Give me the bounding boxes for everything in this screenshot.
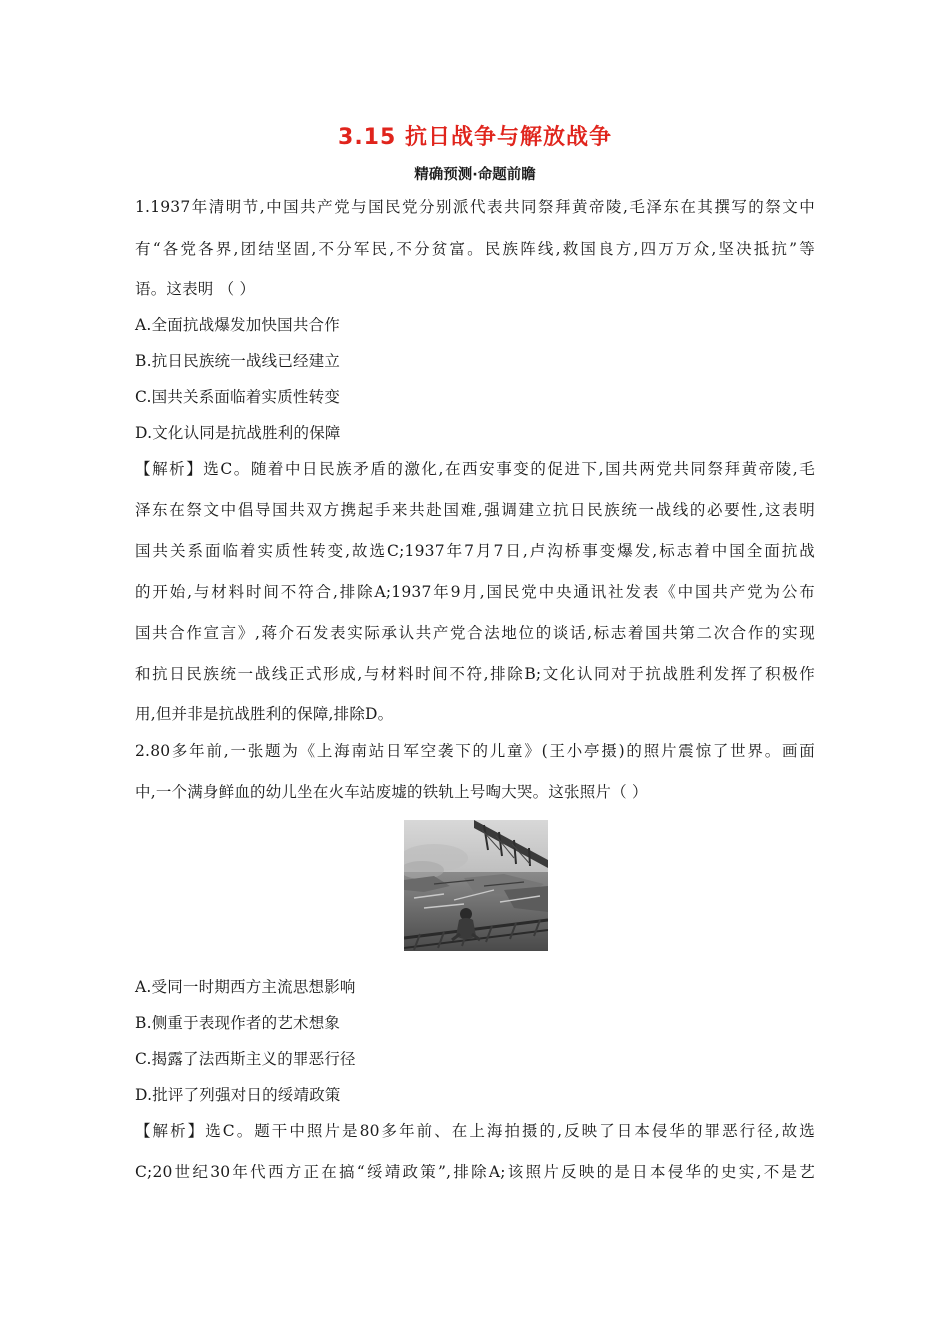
q1-stem-line-1: 1.1937年清明节,中国共产党与国民党分别派代表共同祭拜黄帝陵,毛泽东在其撰写的祭文中 [135,198,815,216]
page-subtitle: 精确预测·命题前瞻 [414,167,536,183]
bombing-photo [404,820,548,951]
q1-analysis-line-2: 泽东在祭文中倡导国共双方携起手来共赴国难,强调建立抗日民族统一战线的必要性,这表明 [135,501,815,519]
q1-option-d: D.文化认同是抗战胜利的保障 [135,424,341,442]
q1-analysis-line-4: 的开始,与材料时间不符合,排除A;1937年9月,国民党中央通讯社发表《中国共产党为公布 [135,583,815,601]
q1-option-c: C.国共关系面临着实质性转变 [135,388,341,406]
q2-option-d: D.批评了列强对日的绥靖政策 [135,1086,341,1104]
q2-stem-line-1: 2.80多年前,一张题为《上海南站日军空袭下的儿童》(王小亭摄)的照片震惊了世界。画面 [135,742,815,760]
q1-analysis-line-7: 用,但并非是抗战胜利的保障,排除D。 [135,705,394,723]
q2-analysis-line-2: C;20世纪30年代西方正在搞“绥靖政策”,排除A;该照片反映的是日本侵华的史实,不是艺 [135,1163,815,1181]
q1-analysis-line-1: 【解析】选C。随着中日民族矛盾的激化,在西安事变的促进下,国共两党共同祭拜黄帝陵,毛 [135,460,815,478]
q2-option-a: A.受同一时期西方主流思想影响 [135,978,356,996]
q1-stem-line-2: 有“各党各界,团结坚固,不分军民,不分贫富。民族阵线,救国良方,四万万众,坚决抵抗”等 [135,240,815,258]
page-title: 3.15 抗日战争与解放战争 [338,125,612,150]
q2-stem-line-2: 中,一个满身鲜血的幼儿坐在火车站废墟的铁轨上号啕大哭。这张照片（ ） [135,783,648,801]
q1-option-b: B.抗日民族统一战线已经建立 [135,352,341,370]
q1-analysis-line-6: 和抗日民族统一战线正式形成,与材料时间不符,排除B;文化认同对于抗战胜利发挥了积极作 [135,665,815,683]
q2-option-b: B.侧重于表现作者的艺术想象 [135,1014,341,1032]
q2-option-c: C.揭露了法西斯主义的罪恶行径 [135,1050,356,1068]
q1-stem-line-3: 语。这表明 （ ） [135,280,256,298]
q1-option-a: A.全面抗战爆发加快国共合作 [135,316,340,334]
q1-analysis-line-3: 国共关系面临着实质性转变,故选C;1937年7月7日,卢沟桥事变爆发,标志着中国全面抗战 [135,542,815,560]
q1-analysis-line-5: 国共合作宣言》,蒋介石发表实际承认共产党合法地位的谈话,标志着国共第二次合作的实现 [135,624,815,642]
q2-analysis-line-1: 【解析】选C。题干中照片是80多年前、在上海拍摄的,反映了日本侵华的罪恶行径,故选 [135,1122,815,1140]
